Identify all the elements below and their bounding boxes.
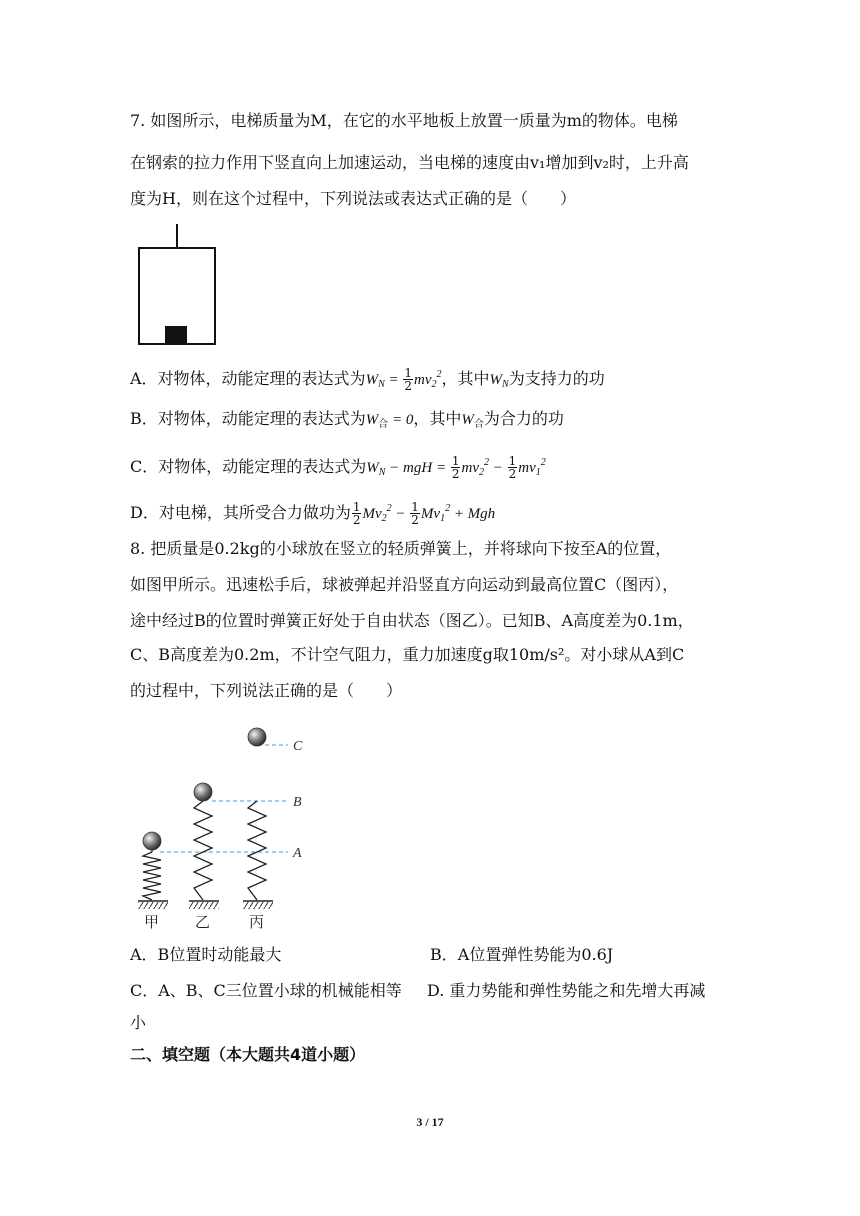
ball-yi (194, 783, 212, 801)
spring-jia (143, 852, 161, 900)
q8-line-4: C、B高度差为0.2m，不计空气阻力，重力加速度g取10m/s²。对小球从A到C (130, 645, 685, 664)
q8-option-d: D. 重力势能和弹性势能之和先增大再减 (427, 981, 706, 1000)
spring-figure (130, 715, 330, 935)
object-block (165, 326, 187, 344)
q7-line-1: 7. 如图所示，电梯质量为M，在它的水平地板上放置一质量为m的物体。电梯 (130, 111, 678, 130)
q8-line-1: 8. 把质量是0.2kg的小球放在竖立的轻质弹簧上，并将球向下按至A的位置， (130, 539, 672, 558)
q7-option-d: D．对电梯，其所受合力做功为 $\frac{1}{2}$ $Mv_2^2$ − $\frac{1}{2}$ $Mv_1^2$ + Mgh (130, 500, 496, 527)
q8-line-5: 的过程中，下列说法正确的是（ ） (130, 681, 403, 700)
q8-line-3: 途中经过B的位置时弹簧正好处于自由状态（图乙）。已知B、A高度差为0.1m， (130, 611, 694, 630)
label-yi: 乙 (195, 913, 211, 931)
q7-option-c: C．对物体，动能定理的表达式为$W_N$ − mgH = $\frac{1}{2}$ $mv_2^2$ − $\frac{1}{2}$ $mv_1^2$ (130, 454, 546, 481)
q7-line-2: 在钢索的拉力作用下竖直向上加速运动，当电梯的速度由v₁增加到v₂时，上升高 (130, 153, 689, 172)
q8-line-2: 如图甲所示。迅速松手后，球被弹起并沿竖直方向运动到最高位置C（图丙）， (130, 575, 679, 594)
label-b: B (293, 795, 302, 810)
q7-option-a: A．对物体，动能定理的表达式为$W_N$ = $\frac{1}{2}$ $mv_2^2$，其中$W_N$为支持力的功 (130, 366, 605, 393)
label-c: C (293, 739, 303, 754)
label-jia: 甲 (144, 913, 160, 931)
q8-option-d-continued: 小 (130, 1013, 147, 1032)
elevator-figure (130, 220, 230, 350)
q7-line-3: 度为H，则在这个过程中，下列说法或表达式正确的是（ ） (130, 189, 576, 208)
q8-option-a: A．B位置时动能最大 (130, 945, 282, 964)
q7-option-b: B．对物体，动能定理的表达式为$W_合 = 0$，其中$W_合$为合力的功 (130, 409, 564, 430)
label-bing: 丙 (249, 913, 265, 931)
page-number: 3 / 17 (416, 1115, 444, 1129)
ball-jia (143, 832, 161, 850)
ball-bing (248, 728, 266, 746)
label-a: A (293, 846, 302, 861)
spring-yi (194, 801, 212, 900)
section-title: 二、填空题（本大题共4道小题） (130, 1045, 366, 1064)
spring-bing (248, 801, 266, 900)
q8-option-c: C．A、B、C三位置小球的机械能相等 (130, 981, 402, 1000)
q8-option-b: B．A位置弹性势能为0.6J (430, 945, 614, 964)
